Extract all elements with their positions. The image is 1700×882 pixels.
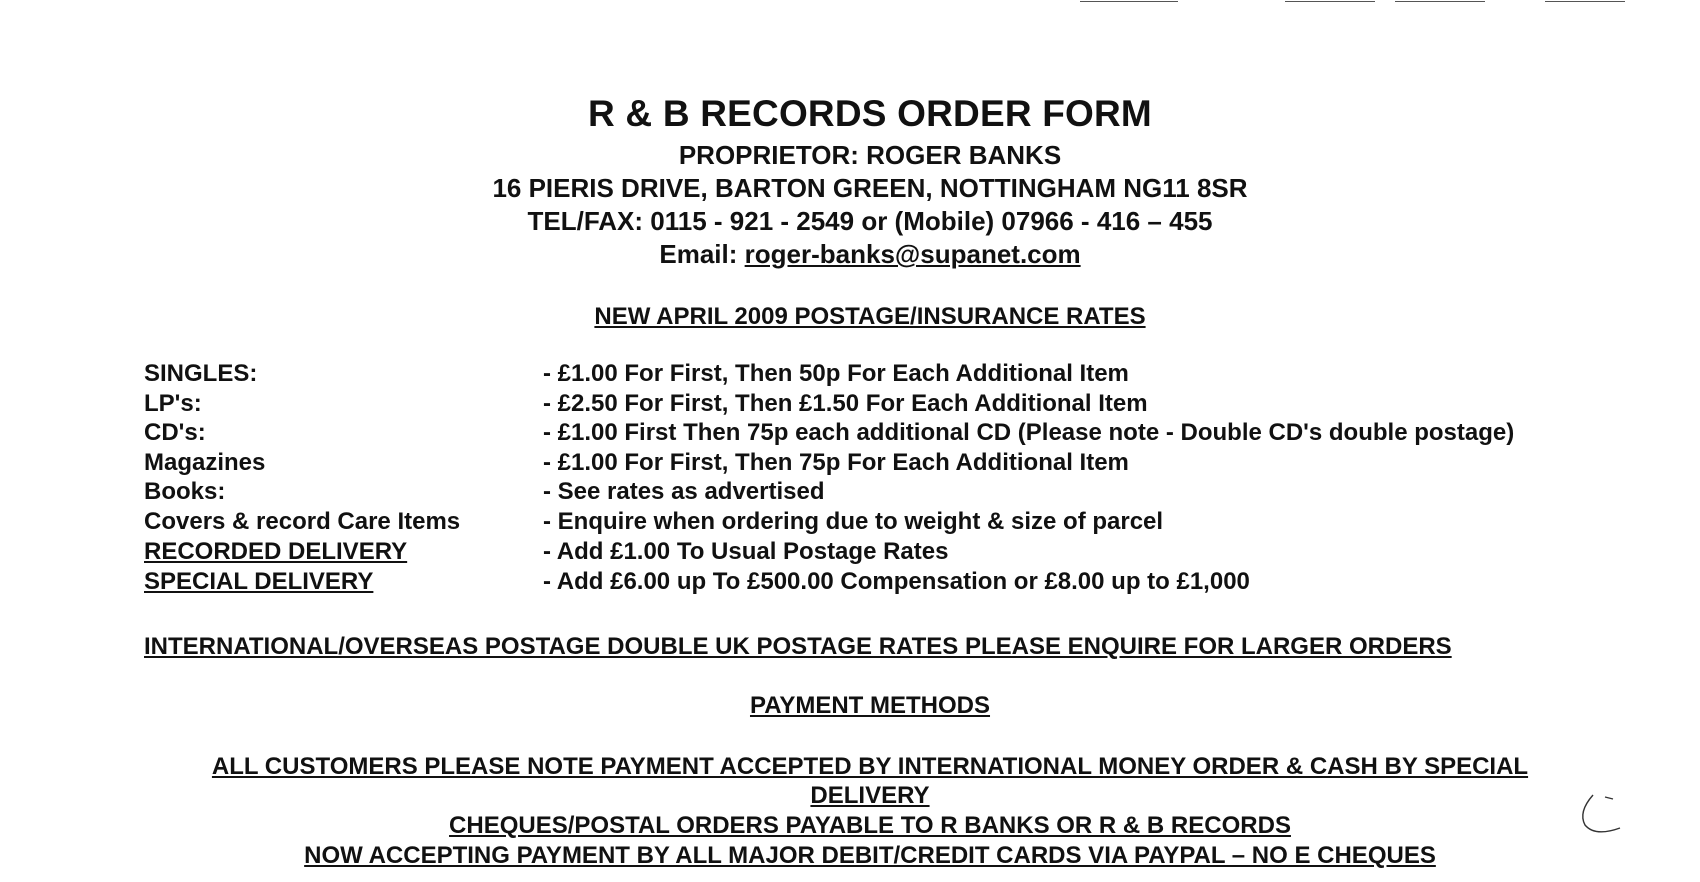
rate-label: Covers & record Care Items bbox=[144, 508, 461, 535]
rate-text: - £1.00 For First, Then 50p For Each Additional Item bbox=[543, 360, 1129, 387]
rate-text: - Add £1.00 To Usual Postage Rates bbox=[543, 538, 949, 565]
scan-artifact-line bbox=[1080, 1, 1178, 2]
rate-label: Books: bbox=[144, 478, 226, 505]
payment-heading: PAYMENT METHODS bbox=[749, 692, 991, 719]
rate-label: Magazines bbox=[144, 449, 266, 476]
page-title: R & B RECORDS ORDER FORM bbox=[588, 93, 1152, 134]
proprietor-line: PROPRIETOR: ROGER BANKS bbox=[678, 140, 1062, 170]
rate-row-lps bbox=[144, 390, 1644, 419]
rate-text: - See rates as advertised bbox=[543, 478, 825, 505]
rate-label: SPECIAL DELIVERY bbox=[144, 568, 374, 595]
address-line: 16 PIERIS DRIVE, BARTON GREEN, NOTTINGHAM NG11 8SR bbox=[492, 173, 1248, 203]
rate-text: - £1.00 For First, Then 75p For Each Additional Item bbox=[543, 449, 1129, 476]
email-label: Email: bbox=[659, 239, 738, 269]
rate-label: SINGLES: bbox=[144, 360, 258, 387]
phone-line: TEL/FAX: 0115 - 921 - 2549 or (Mobile) 07966 - 416 – 455 bbox=[527, 206, 1213, 236]
payment-cheques-line: CHEQUES/POSTAL ORDERS PAYABLE TO R BANKS OR R & B RECORDS bbox=[449, 812, 1291, 839]
rate-row-singles bbox=[144, 360, 1644, 389]
rate-text: - Add £6.00 up To £500.00 Compensation or £8.00 up to £1,000 bbox=[543, 568, 1250, 595]
rate-row-recorded-delivery bbox=[144, 538, 1644, 567]
rate-row-special-delivery bbox=[144, 568, 1644, 597]
rate-row-cds bbox=[144, 419, 1644, 448]
rate-text: - £2.50 For First, Then £1.50 For Each Additional Item bbox=[543, 390, 1148, 417]
rate-text: - Enquire when ordering due to weight & size of parcel bbox=[543, 508, 1164, 535]
payment-paypal-line: NOW ACCEPTING PAYMENT BY ALL MAJOR DEBIT/CREDIT CARDS VIA PAYPAL – NO E CHEQUES bbox=[304, 842, 1436, 869]
rate-row-covers bbox=[144, 508, 1644, 537]
scan-artifact-line bbox=[1545, 1, 1625, 2]
rate-text: - £1.00 First Then 75p each additional CD (Please note - Double CD's double postage) bbox=[543, 419, 1515, 446]
rates-heading: NEW APRIL 2009 POSTAGE/INSURANCE RATES bbox=[594, 303, 1146, 330]
scan-artifact-line bbox=[1395, 1, 1485, 2]
rate-label: LP's: bbox=[144, 390, 202, 417]
international-postage-note: INTERNATIONAL/OVERSEAS POSTAGE DOUBLE UK POSTAGE RATES PLEASE ENQUIRE FOR LARGER ORDERS bbox=[144, 633, 1452, 660]
payment-note-line: ALL CUSTOMERS PLEASE NOTE PAYMENT ACCEPTED BY INTERNATIONAL MONEY ORDER & CASH BY SPECIAL bbox=[211, 753, 1529, 780]
scan-artifact-line bbox=[1285, 1, 1375, 2]
rate-row-books bbox=[144, 478, 1644, 507]
payment-note-line: DELIVERY bbox=[810, 782, 930, 809]
rate-row-magazines bbox=[144, 449, 1644, 478]
rate-label: RECORDED DELIVERY bbox=[144, 538, 408, 565]
email-link[interactable]: roger-banks@supanet.com bbox=[744, 239, 1081, 269]
email-line bbox=[0, 239, 1700, 270]
rate-label: CD's: bbox=[144, 419, 206, 446]
scan-mark bbox=[1575, 790, 1625, 840]
